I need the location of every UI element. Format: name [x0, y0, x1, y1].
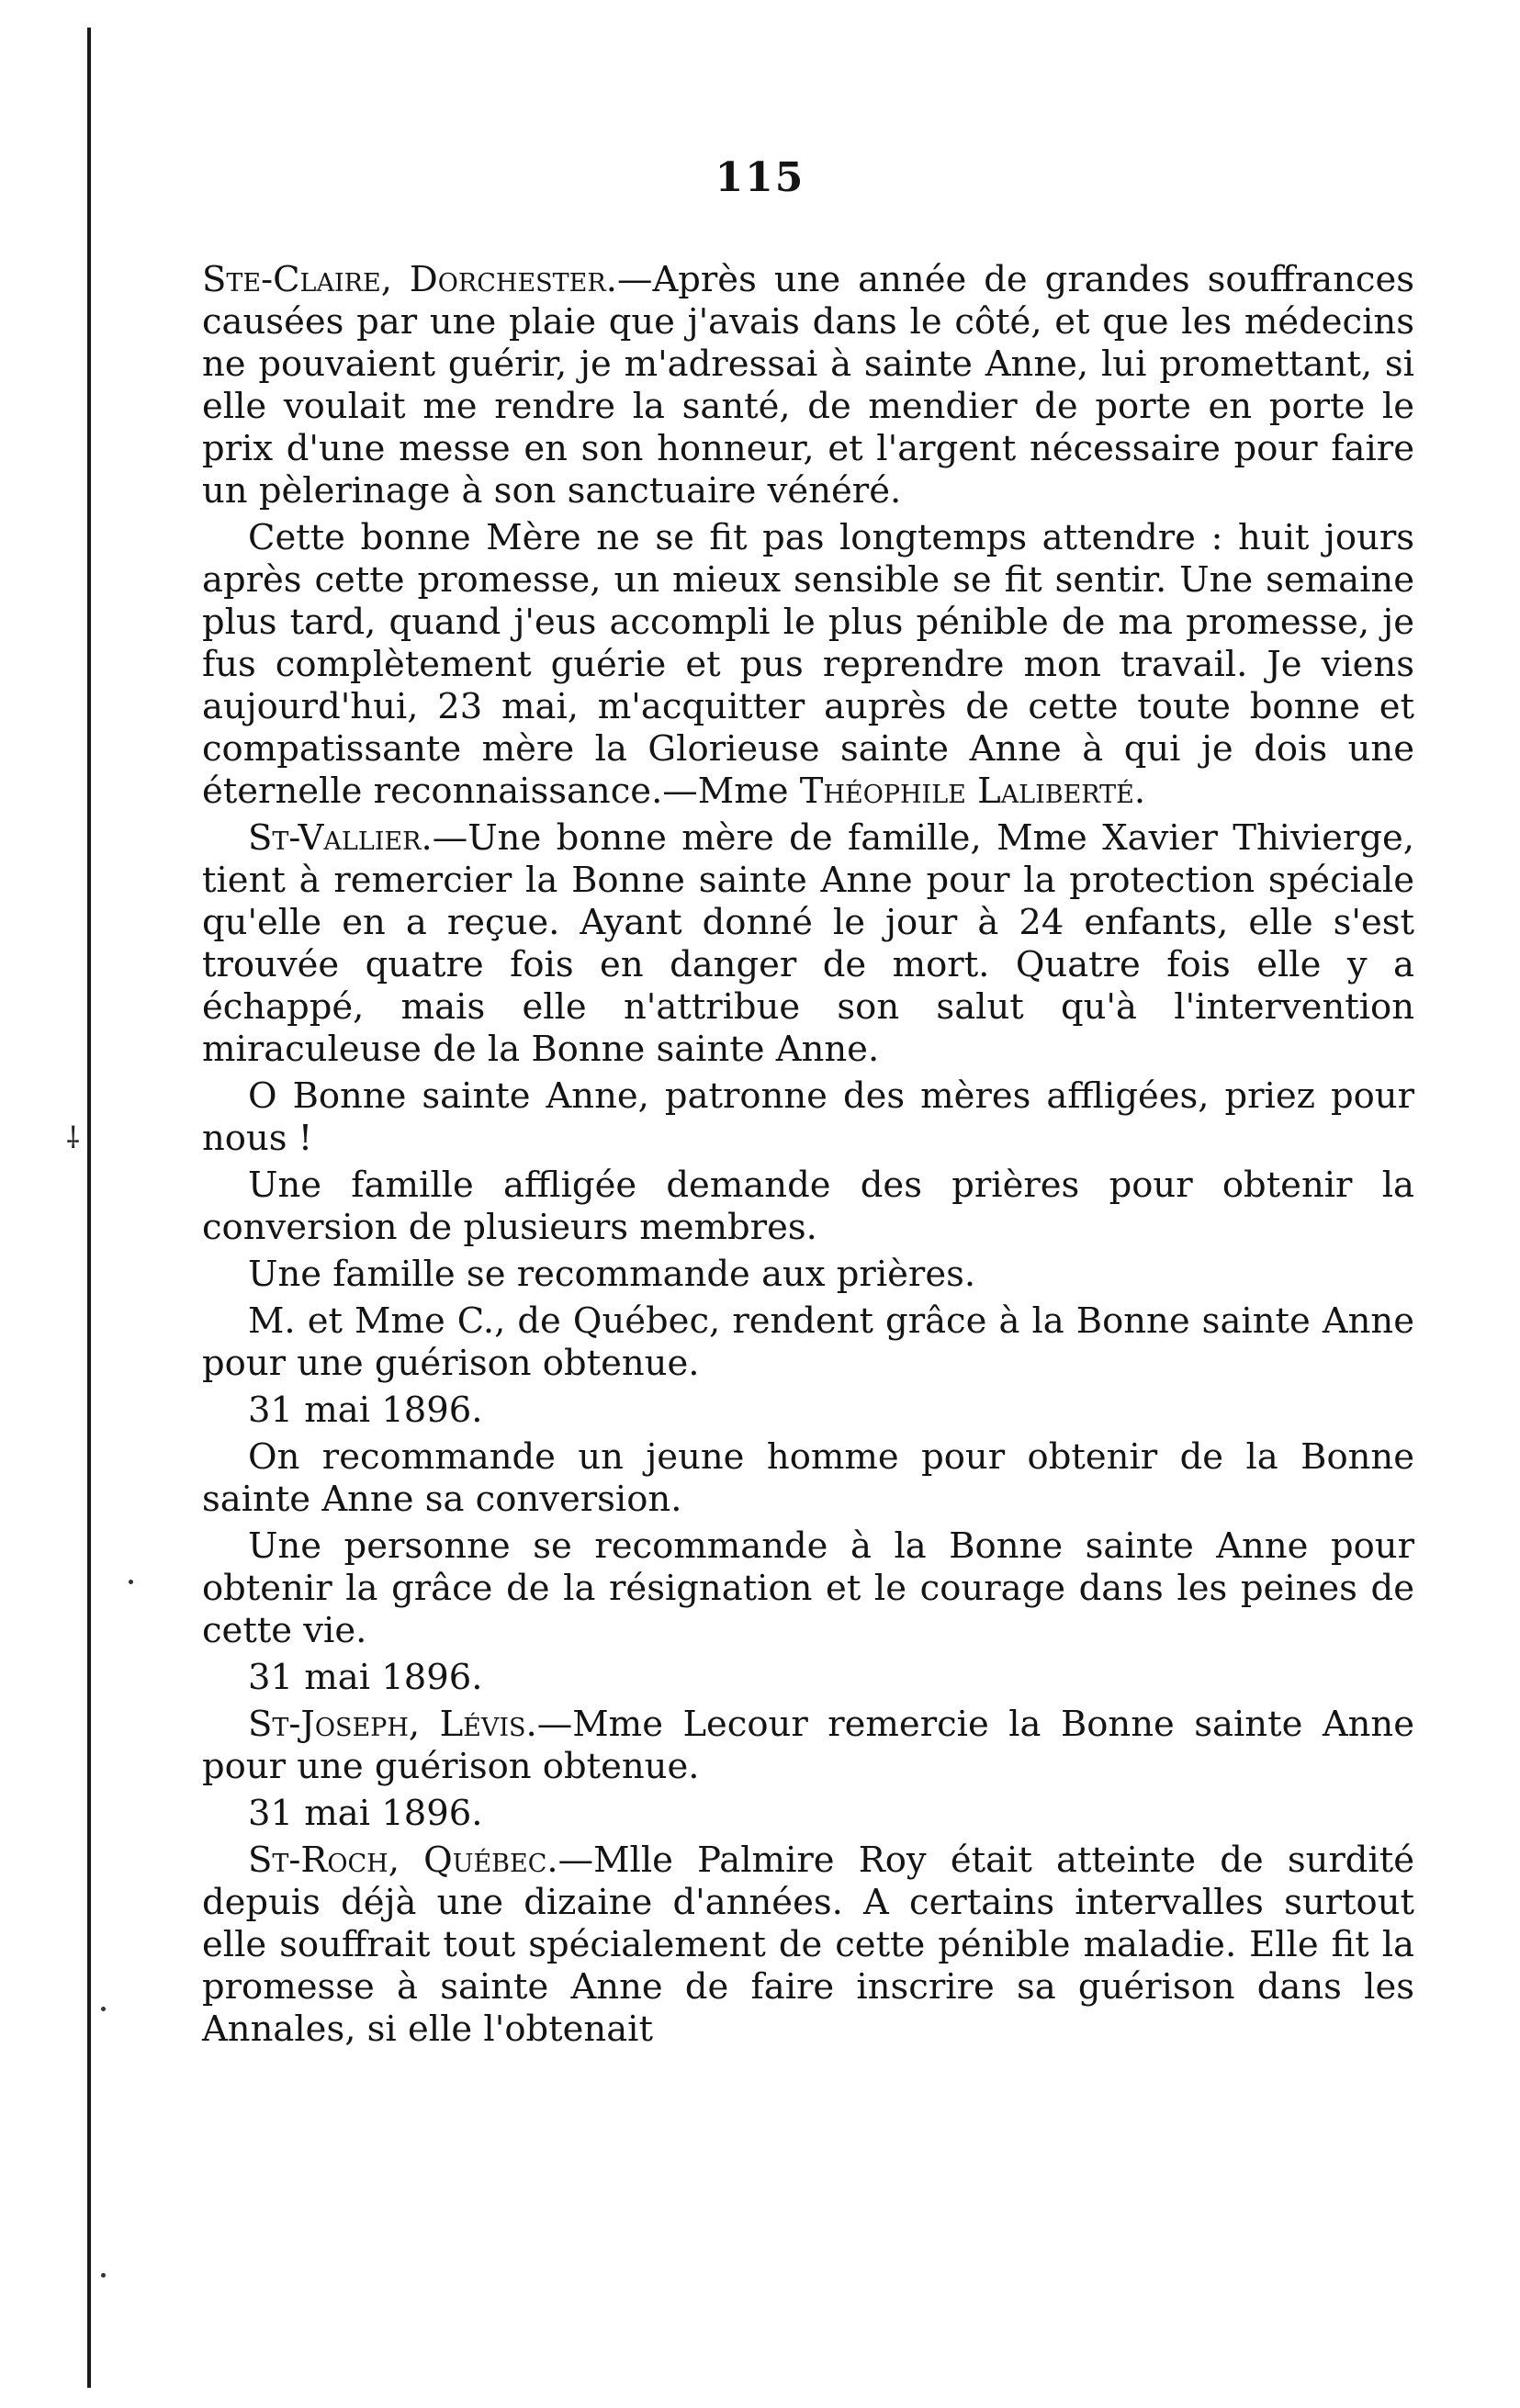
paragraph [202, 1254, 1414, 1296]
paragraph-text: O Bonne sainte Anne, patronne des mères affligées, priez pour nous ! [202, 1075, 1414, 1159]
paragraph-text: 31 mai 1896. [248, 1657, 483, 1698]
place-heading: Ste-Claire, Dorchester. [202, 259, 617, 300]
margin-dot [101, 2007, 106, 2011]
paragraph-text: —Une bonne mère de famille, Mme Xavier Thivierge, tient à remercier la Bonne sainte Anne pour la protection spéciale qu'elle en a reçue. Ayant donné le jour à 24 enfants, elle s'est trouvée quatre fois en danger de mort. Quatre fois elle y a échappé, mais elle n'attribue son salut qu'à l'intervention miraculeuse de la Bonne sainte Anne. [202, 817, 1414, 1070]
paragraph-text: Une personne se recommande à la Bonne sainte Anne pour obtenir la grâce de la résignation et le courage dans les peines de cette vie. [202, 1525, 1414, 1651]
margin-dot [129, 1580, 133, 1584]
paragraph-text: On recommande un jeune homme pour obtenir de la Bonne sainte Anne sa conversion. [202, 1436, 1414, 1520]
paragraph [202, 1300, 1414, 1385]
margin-dot [101, 2273, 106, 2278]
date-line [202, 1390, 1414, 1432]
date-line [202, 1793, 1414, 1835]
margin-mark: ⸸ [66, 1120, 81, 1155]
place-heading: St-Vallier. [248, 817, 433, 859]
paragraph-text: Une famille affligée demande des prières pour obtenir la conversion de plusieurs membres. [202, 1165, 1414, 1248]
paragraph [202, 1525, 1414, 1652]
paragraph [202, 1075, 1414, 1160]
place-heading: St-Joseph, Lévis. [248, 1704, 537, 1745]
paragraph-text: 31 mai 1896. [248, 1390, 483, 1431]
page-number: 115 [715, 154, 805, 201]
paragraph [202, 1840, 1414, 2051]
paragraph-text: —Mme Lecour remercie la Bonne sainte Anne pour une guérison obtenue. [202, 1704, 1415, 1787]
paragraph-text: —Après une année de grandes souffrances causées par une plaie que j'avais dans le côté, et que les médecins ne pouvaient guérir, je m'adressai à sainte Anne, lui promettant, si elle voulait me rendre la santé, de mendier de porte en porte le prix d'une messe en son honneur, et l'argent nécessaire pour faire un pèlerinage à son sanctuaire vénéré. [202, 259, 1414, 512]
paragraph-text: 31 mai 1896. [248, 1793, 483, 1834]
paragraph [202, 259, 1414, 512]
paragraph [202, 1436, 1414, 1521]
date-line [202, 1657, 1414, 1699]
paragraph [202, 1165, 1414, 1249]
place-heading: St-Roch, Québec. [248, 1840, 558, 1881]
page-body [202, 259, 1414, 2055]
paragraph-text: —Mlle Palmire Roy était atteinte de surdité depuis déjà une dizaine d'années. A certains intervalles surtout elle souffrait tout spécialement de cette pénible maladie. Elle fit la promesse à sainte Anne de faire inscrire sa guérison dans les Annales, si elle l'obtenait [202, 1840, 1414, 2050]
paragraph [202, 817, 1414, 1071]
binding-edge-line [87, 28, 91, 2388]
paragraph-text: Cette bonne Mère ne se fit pas longtemps attendre : huit jours après cette promesse, un mieux sensible se fit sentir. Une semaine plus tard, quand j'eus accompli le plus pénible de ma promesse, je fus complètement guérie et pus reprendre mon travail. Je viens aujourd'hui, 23 mai, m'acquitter auprès de cette toute bonne et compatissante mère la Glorieuse sainte Anne à qui je dois une éternelle reconnaissance.—Mme [202, 517, 1414, 812]
signature: Théophile Laliberté. [799, 771, 1146, 812]
paragraph [202, 1704, 1414, 1788]
paragraph-text: M. et Mme C., de Québec, rendent grâce à la Bonne sainte Anne pour une guérison obtenue. [202, 1300, 1414, 1384]
paragraph-text: Une famille se recommande aux prières. [248, 1254, 976, 1295]
paragraph [202, 517, 1414, 813]
